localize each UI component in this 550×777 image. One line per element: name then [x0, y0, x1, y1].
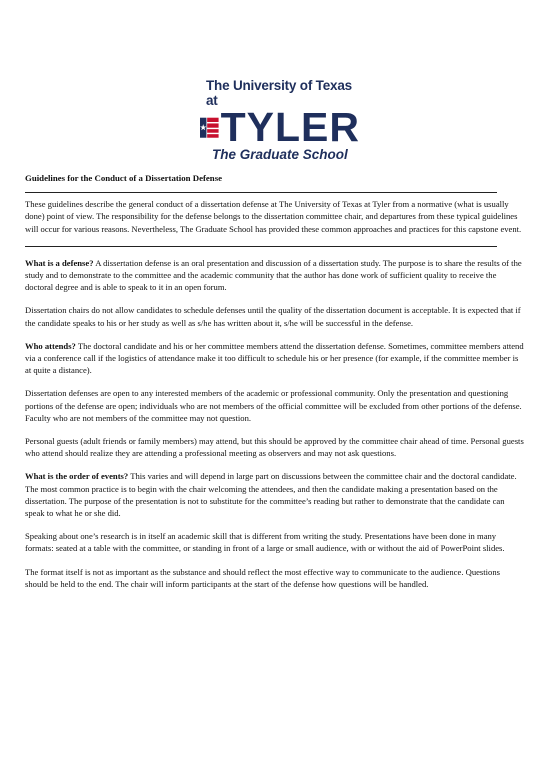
paragraph-text: Speaking about one’s research is in itself an academic skill that is different from writing the study. Presentations have been done in many formats: seated at a table with the committee, or standing in front of a large or small audience, with or without the aid of PowerPoint slides. — [25, 531, 505, 554]
intro-paragraph: These guidelines describe the general conduct of a dissertation defense at The University of Texas at Tyler from a normative (what is usually done) point of view. The responsibility for the defense belongs to the dissertation committee chair, and departures from these typical guidelines will occur for various reasons. Nevertheless, The Graduate School has provided these common approaches and practices for this capstone event. — [25, 199, 522, 234]
paragraph-text: This varies and will depend in large part on discussions between the committee chair and the doctoral candidate. The most common practice is to begin with the chair welcoming the attendees, and then the candidate making a presentation based on the dissertation. The purpose of the presentation is not to substitute for the committee’s reading but rather to demonstrate that the candidate can speak to what he or she did. — [25, 471, 517, 519]
paragraph-text: The format itself is not as important as the substance and should reflect the most effective way to communicate to the audience. Questions should be held to the end. The chair will inform participants at the start of the defense how questions will be handled. — [25, 566, 500, 589]
document-title: Guidelines for the Conduct of a Dissertation Defense — [25, 173, 223, 183]
paragraph-text: Dissertation chairs do not allow candidates to schedule defenses until the quality of the dissertation document is acceptable. It is expected that if the candidate speaks to his or her study as well as s/he has written about it, s/he will be successful in the defense. — [25, 305, 521, 328]
logo-university-text: The University of Texas at — [206, 78, 352, 108]
logo-school-text: The Graduate School — [212, 147, 348, 162]
paragraph — [25, 257, 525, 294]
document-body — [25, 172, 525, 601]
paragraph-lead: Who attends? — [25, 340, 76, 351]
paragraph — [25, 304, 525, 328]
paragraph-text: The doctoral candidate and his or her committee members attend the dissertation defense. Sometimes, committee members attend via a conference call if the logistics of attendance make it too difficult to schedule his or her presence (for example, if the committee member is at quite a distance). — [25, 340, 524, 376]
paragraph-text: A dissertation defense is an oral presentation and discussion of a dissertation study. The purpose is to share the results of the study and to demonstrate to the committee and the academic community that the author has done work of sufficient quality to receive the doctoral degree and is able to speak to it in an open forum. — [25, 257, 522, 293]
texas-flag-icon — [200, 110, 219, 144]
logo-campus-text: TYLER — [220, 104, 360, 150]
university-logo — [200, 78, 360, 162]
paragraph-text: Dissertation defenses are open to any interested members of the academic or professional community. Only the presentation and questioning portions of the defense are open; individuals who are not members of the official committee will be excluded from other portions of the defense. Faculty who are not members of the committee may not question. — [25, 388, 522, 423]
logo-wordmark-row — [200, 104, 360, 150]
paragraph-lead: What is a defense? — [25, 257, 94, 268]
paragraph — [25, 566, 525, 590]
paragraph-lead: What is the order of events? — [25, 471, 129, 482]
paragraph-text: Personal guests (adult friends or family members) may attend, but this should be approved by the committee chair ahead of time. Personal guests who attend should realize they are attending a professional meeting as observers and may not ask questions. — [25, 436, 524, 459]
divider — [25, 192, 497, 193]
paragraph — [25, 340, 525, 377]
paragraph — [25, 435, 525, 459]
divider — [25, 246, 497, 247]
paragraph — [25, 387, 525, 424]
paragraph — [25, 470, 525, 519]
paragraph — [25, 530, 525, 554]
